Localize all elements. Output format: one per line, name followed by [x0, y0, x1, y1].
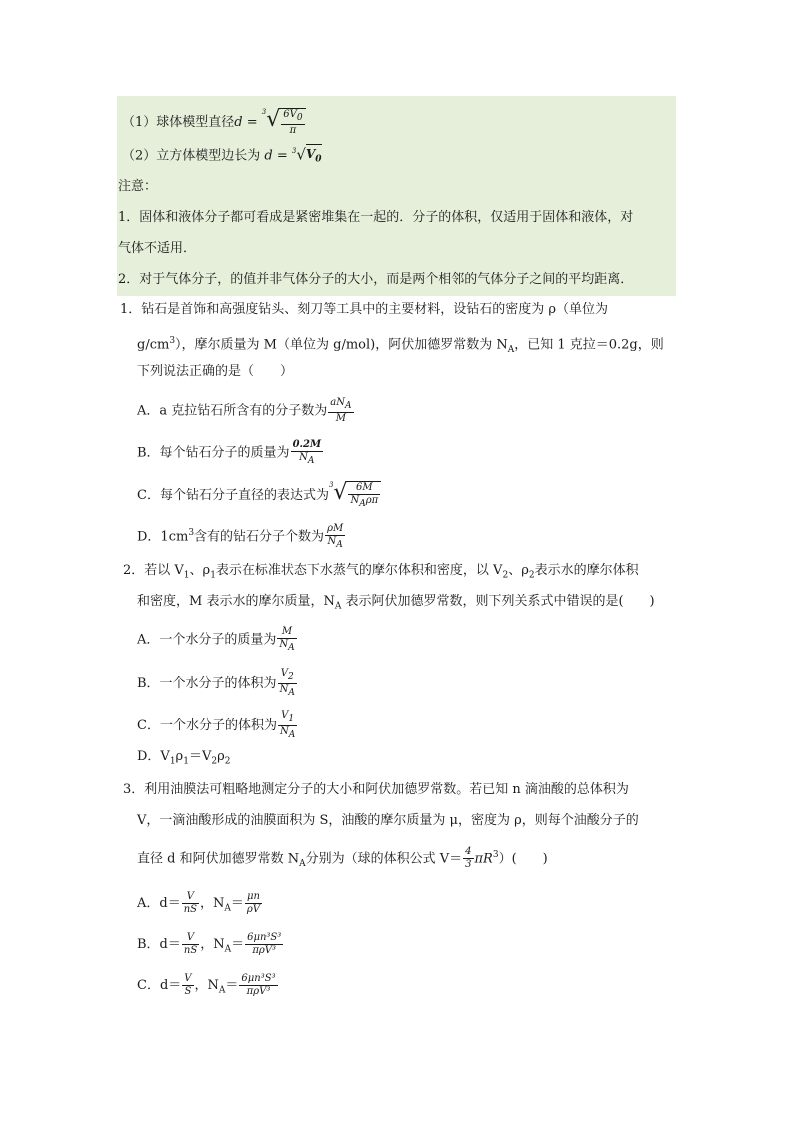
sphere-model-label: （1）球体模型直径	[122, 115, 235, 130]
q3-c-eq: ＝	[225, 978, 239, 993]
q1-stem-line3: 下列说法正确的是（ ）	[137, 364, 294, 379]
frac-num: 0.2M	[292, 439, 322, 450]
q3-b-mid: ，N	[200, 937, 225, 952]
q1-unit: g/cm	[137, 337, 170, 353]
root-index: 3	[291, 146, 297, 155]
q1-option-d-sup: 3	[188, 528, 195, 539]
q1-option-a[interactable]	[137, 397, 355, 425]
frac-den-sub: A	[307, 456, 315, 466]
frac-den: M	[335, 413, 347, 424]
cube-model-label: （2）立方体模型边长为	[122, 148, 261, 164]
sub: 1	[169, 756, 176, 767]
q2-option-a-text: A．一个水分子的质量为	[137, 632, 277, 648]
caution-item-1a: 1．固体和液体分子都可看成是紧密堆集在一起的．分子的体积，仅适用于固体和液体，对	[118, 210, 634, 225]
frac-den: nS	[183, 945, 198, 956]
q1-option-c[interactable]	[137, 481, 381, 510]
q3-stem3b: 分别为（球的体积公式 V＝	[305, 851, 463, 867]
q3-option-b[interactable]	[137, 932, 284, 959]
sub: 2	[528, 570, 535, 581]
q3-stem3d: ）( )	[498, 851, 548, 867]
q1-option-d[interactable]	[137, 523, 346, 551]
frac-num: V	[281, 710, 289, 721]
sup: 3	[492, 850, 499, 860]
caution-item-1b: 气体不适用．	[118, 241, 197, 256]
sub: 2	[211, 756, 218, 767]
frac-num: aN	[330, 397, 345, 408]
sub: 1	[210, 570, 216, 581]
sub: A	[299, 858, 306, 869]
cube-root: $^3$√ $\frac{6M}{N_A\rho\pi}$	[329, 481, 381, 510]
q3-stem-line3	[137, 846, 548, 873]
sub: A	[224, 944, 232, 955]
q3-a-eq: ＝	[230, 896, 244, 911]
frac-num: 6μn³S³	[247, 932, 282, 943]
q1-unit-sup: 3	[169, 336, 176, 346]
q2-stem1a: 2．若以 V	[123, 563, 184, 578]
q1-option-b-text: B．每个钻石分子的质量为	[137, 445, 290, 461]
q2-stem1c: 表示在标准状态下水蒸气的摩尔体积和密度，以 V	[215, 563, 503, 578]
frac-den: 3	[465, 859, 472, 871]
q1-option-a-text: A．a 克拉钻石所含有的分子数为	[137, 403, 328, 419]
frac-den-sub: A	[288, 643, 295, 653]
frac-den: N	[350, 495, 360, 506]
cube-root-sphere: $^3$√ $\frac{6V_0}{\pi}$	[262, 108, 306, 137]
q1-stem-line2	[137, 332, 664, 359]
q2-option-b-text: B．一个水分子的体积为	[137, 676, 277, 691]
q1-option-d-text2: 含有的钻石分子个数为	[194, 529, 325, 545]
q2-d-b: ρ	[175, 749, 184, 764]
q1-option-d-text1: D．1cm	[137, 529, 189, 545]
q3-stem3a: 直径 d 和阿伏加德罗常数 N	[137, 851, 300, 867]
sub: A	[224, 903, 231, 914]
q3-b-pre: B．d＝	[137, 937, 181, 952]
frac-num: 6V	[283, 109, 297, 120]
sphere-eq: d =	[234, 115, 258, 130]
frac-den: ρV	[246, 904, 261, 915]
frac-num: V	[182, 932, 199, 945]
frac-den-sub: A	[359, 499, 366, 509]
cube-root-cube: $^3√V_0$	[292, 144, 322, 168]
frac-den: N	[279, 684, 289, 695]
root-body-sub: 0	[315, 154, 322, 165]
q3-stem-line1: 3．利用油膜法可粗略地测定分子的大小和阿伏加德罗常数。若已知 n 滴油酸的总体积为	[123, 782, 629, 797]
sub: 1	[183, 570, 190, 581]
frac-den-sub: A	[288, 688, 295, 698]
q1-stem2c: ，已知 1 克拉＝0.2g，则	[514, 337, 664, 353]
sphere-model-line	[122, 108, 306, 137]
frac-num: V	[184, 973, 192, 984]
q2-option-a[interactable]	[137, 626, 298, 654]
frac-den: πρV³	[246, 986, 271, 997]
caution-heading: 注意：	[118, 179, 158, 194]
frac-num: M	[277, 626, 296, 639]
q3-a-mid: ，N	[200, 896, 225, 911]
frac-den: πρV³	[252, 945, 277, 956]
frac-den: N	[327, 536, 337, 547]
q2-stem2b: 表示阿伏加德罗常数，则下列关系式中错误的是( )	[341, 594, 655, 609]
q2-stem1b: 、ρ	[189, 563, 211, 578]
frac-num-sub: 1	[288, 714, 295, 724]
q3-c-pre: C．d＝	[137, 978, 182, 993]
q2-d-c: ＝V	[188, 749, 212, 764]
frac-den: nS	[183, 904, 198, 915]
frac-den-sub: A	[288, 730, 296, 740]
root-body: V	[305, 147, 316, 161]
frac-num-sub: A	[345, 401, 352, 411]
root-index: 3	[328, 481, 334, 489]
q2-stem1e: 表示水的摩尔体积	[534, 563, 639, 578]
cube-eq: d =	[264, 148, 288, 164]
q3-option-c[interactable]	[137, 973, 279, 1000]
q2-option-c[interactable]	[137, 710, 298, 741]
q1-option-c-text: C．每个钻石分子直径的表达式为	[137, 488, 329, 503]
frac-num: ρM	[327, 523, 344, 534]
frac-num: 4	[465, 846, 472, 858]
frac-num: V	[280, 668, 288, 679]
sub: A	[334, 601, 342, 612]
q2-stem1d: 、ρ	[508, 563, 529, 578]
caution-item-2: 2．对于气体分子，的值并非气体分子的大小，而是两个相邻的气体分子之间的平均距离．	[118, 272, 634, 287]
q1-stem-line1: 1．钻石是首饰和高强度钻头、刻刀等工具中的主要材料，设钻石的密度为 ρ（单位为	[120, 302, 609, 317]
frac-num: μn	[245, 891, 262, 904]
q2-option-c-text: C．一个水分子的体积为	[137, 718, 277, 733]
frac-den: N	[299, 452, 308, 463]
frac-num: V	[182, 891, 199, 904]
sub: 2	[502, 570, 509, 581]
q2-d-d: ρ	[217, 749, 225, 764]
frac-num: 6μn³S³	[241, 973, 276, 984]
q2-d-a: D．V	[137, 749, 170, 764]
q1-stem2b: ），摩尔质量为 M（单位为 g/mol)，阿伏加德罗常数为 N	[175, 337, 508, 353]
q2-option-d[interactable]	[137, 748, 230, 771]
frac-num: 6M	[348, 482, 380, 495]
q2-option-b[interactable]	[137, 668, 298, 699]
sub: 2	[224, 756, 231, 767]
q2-stem2a: 和密度，M 表示水的摩尔质量，N	[137, 594, 335, 609]
q2-stem-line1	[123, 562, 639, 585]
q3-option-a[interactable]	[137, 891, 263, 918]
frac-num-sub: 0	[296, 113, 303, 123]
sub: 1	[183, 756, 189, 767]
root-index: 3	[261, 108, 267, 116]
q3-a-pre: A．d＝	[137, 896, 181, 911]
cube-model-line	[122, 144, 322, 168]
sub: A	[218, 985, 226, 996]
frac-num-sub: 2	[287, 672, 294, 682]
frac-den: N	[279, 726, 289, 737]
frac-den-tail: ρπ	[365, 495, 379, 506]
frac-den: S	[184, 986, 192, 997]
q2-stem-line2	[137, 593, 655, 616]
q3-stem3c: πR	[474, 851, 493, 867]
frac-den: N	[279, 639, 289, 650]
q1-option-b[interactable]	[137, 439, 324, 467]
q3-c-mid: ，N	[194, 978, 219, 993]
q1-stem2-sub: A	[507, 344, 515, 355]
q3-b-eq: ＝	[231, 937, 245, 952]
frac-den: π	[289, 125, 297, 136]
frac-den-sub: A	[336, 540, 343, 550]
q3-stem-line2: V，一滴油酸形成的油膜面积为 S，油酸的摩尔质量为 μ，密度为 ρ，则每个油酸分子的	[137, 813, 639, 828]
